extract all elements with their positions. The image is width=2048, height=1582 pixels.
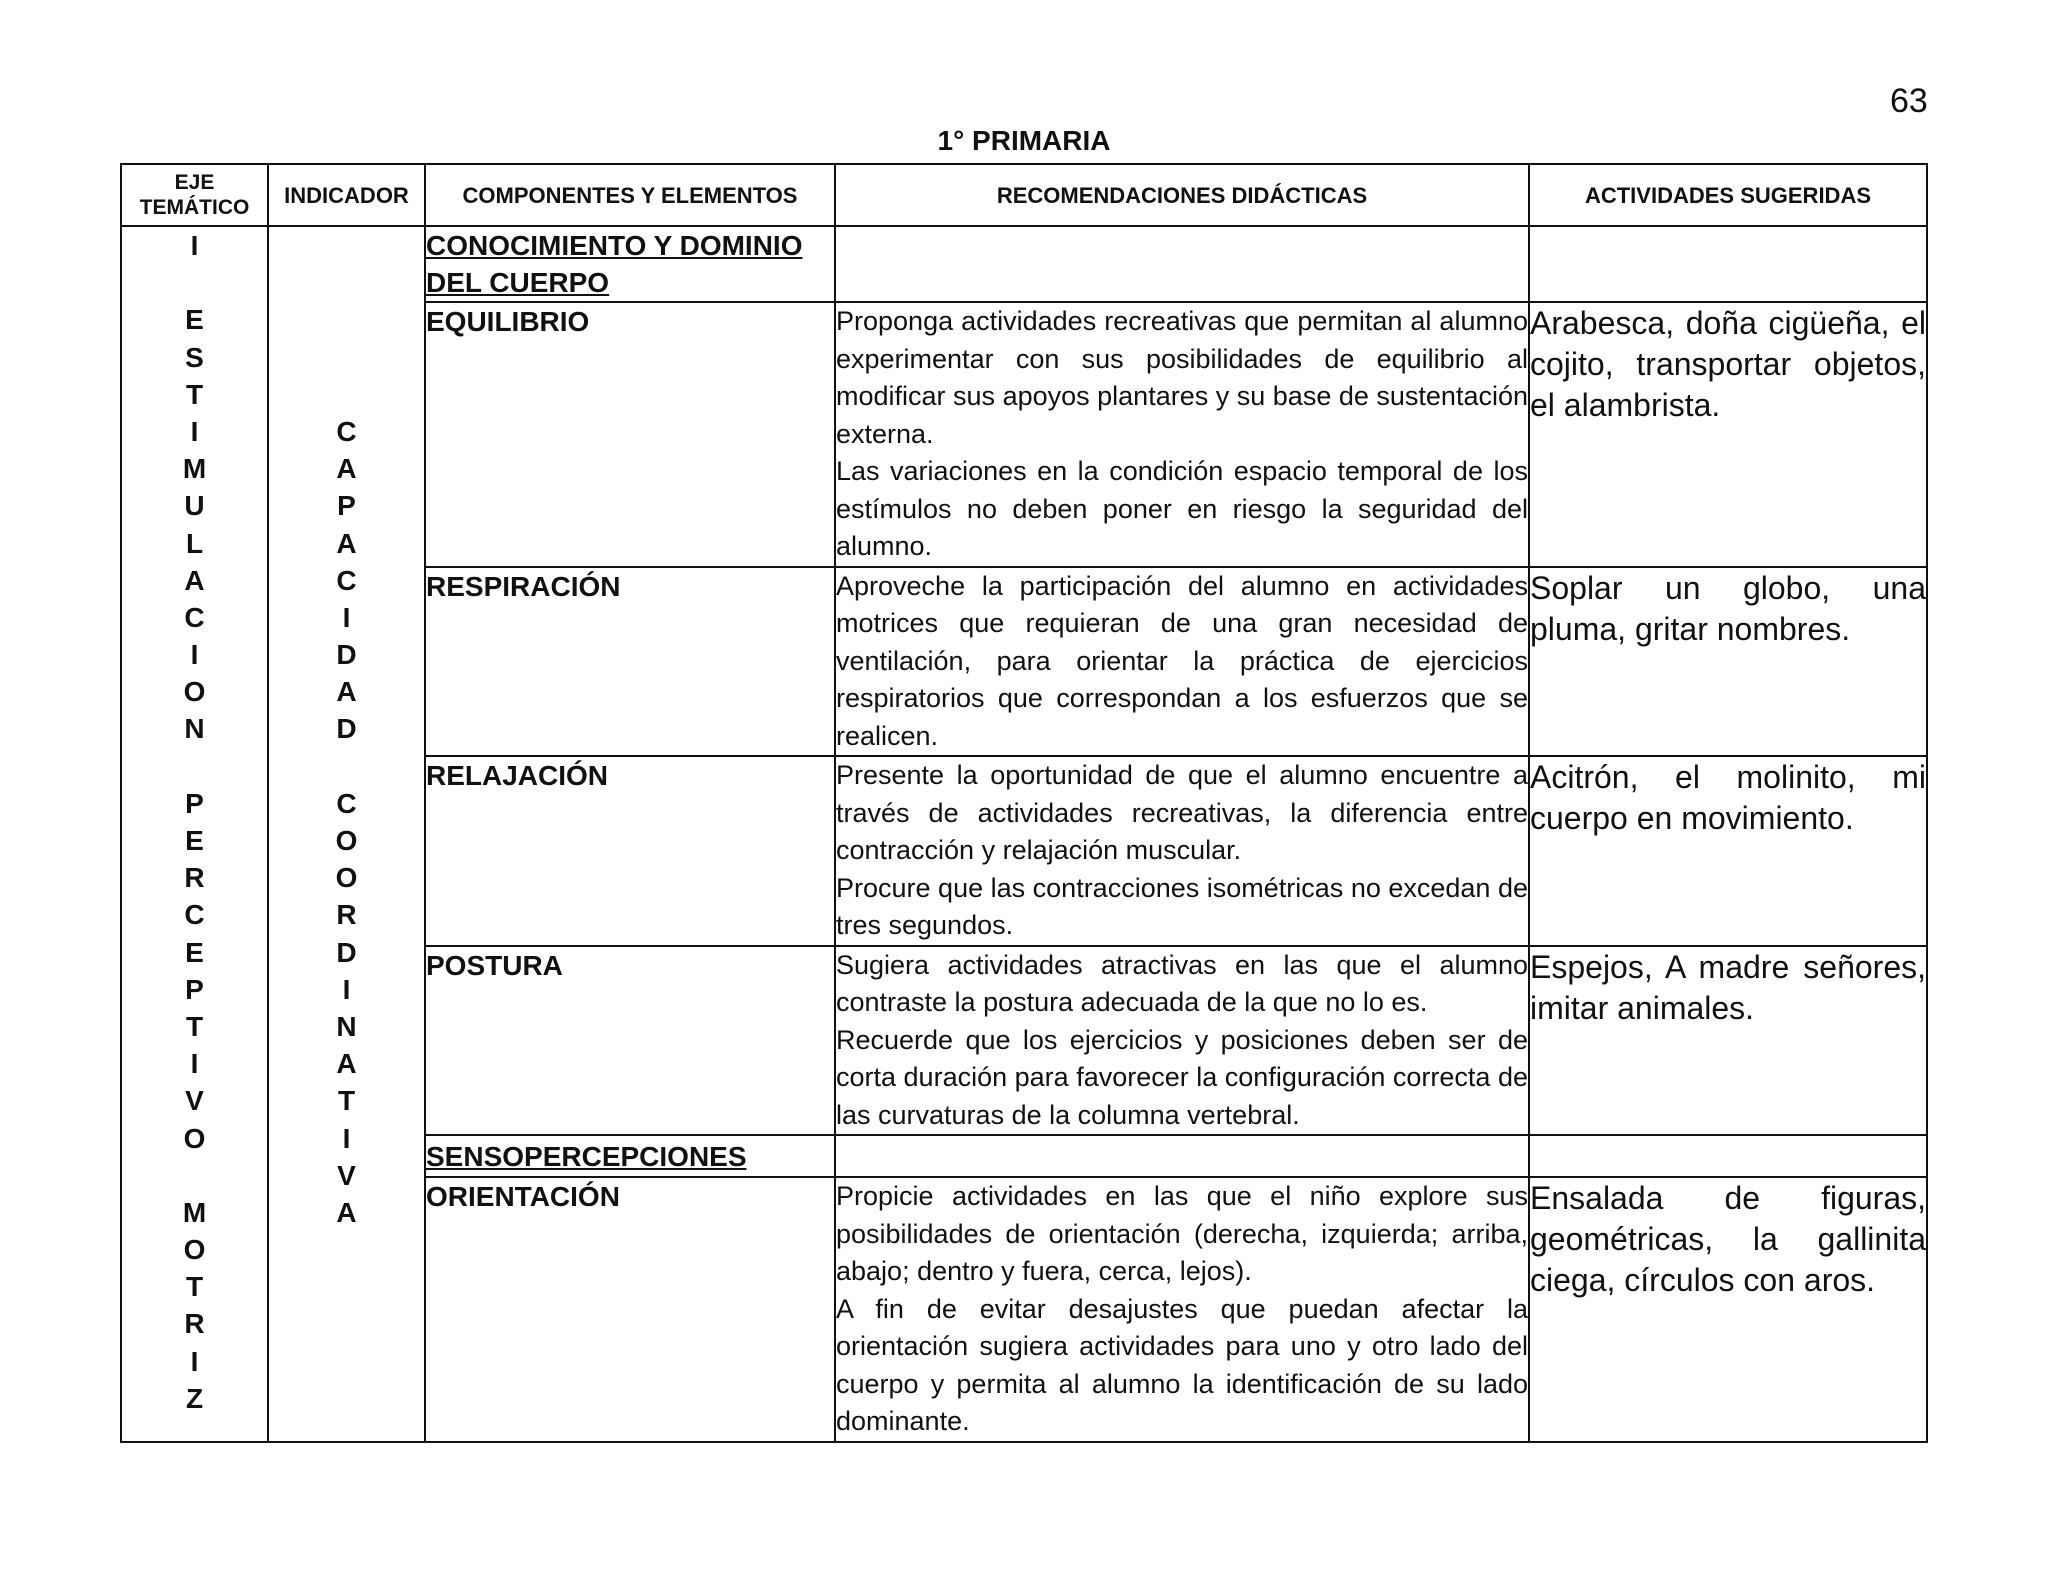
vertical-letter: I — [342, 973, 351, 1005]
vertical-letter: C — [336, 787, 357, 819]
vertical-letter: U — [184, 490, 205, 522]
activity-cell — [1529, 756, 1927, 946]
recommendation-paragraph: A fin de evitar desajustes que puedan afectar la orientación sugiera actividades para uno y otro lado del cuerpo y permita al alumno la identificación de su lado dominante. — [836, 1293, 1528, 1436]
vertical-letter: T — [185, 378, 204, 410]
table-row — [121, 226, 1927, 302]
recommendation-paragraph: Recuerde que los ejercicios y posiciones deben ser de corta duración para favorecer la configuración correcta de las curvaturas de la columna vertebral. — [836, 1024, 1528, 1130]
vertical-letter: L — [185, 527, 204, 559]
vertical-letter: I — [342, 601, 351, 633]
vertical-letter: A — [184, 564, 205, 596]
activity-text: Acitrón, el molinito, mi cuerpo en movimiento. — [1530, 759, 1926, 836]
header-recomendaciones: RECOMENDACIONES DIDÁCTICAS — [835, 164, 1529, 226]
vertical-letter: P — [185, 973, 204, 1005]
component-cell — [425, 1177, 835, 1442]
vertical-letter: O — [183, 676, 206, 708]
vertical-letter: M — [182, 453, 207, 485]
recommendation-cell — [835, 1135, 1529, 1177]
vertical-letter: N — [184, 713, 205, 745]
vertical-letter: R — [336, 899, 357, 931]
vertical-letter: A — [336, 1048, 357, 1080]
component-label: RELAJACIÓN — [426, 760, 609, 791]
indicador-vertical-text — [269, 227, 424, 1231]
vertical-letter: E — [185, 304, 204, 336]
activity-cell — [1529, 946, 1927, 1136]
vertical-letter: V — [337, 1159, 356, 1191]
vertical-letter: A — [336, 527, 357, 559]
vertical-letter: E — [185, 936, 204, 968]
page-number: 63 — [1890, 82, 1928, 120]
activity-text: Soplar un globo, una pluma, gritar nombres. — [1530, 569, 1926, 647]
vertical-letter: O — [335, 862, 358, 894]
vertical-letter: I — [190, 639, 199, 671]
vertical-letter: C — [184, 899, 205, 931]
vertical-letter: I — [190, 415, 199, 447]
component-cell — [425, 946, 835, 1136]
vertical-letter: S — [185, 341, 204, 373]
eje-tematico-vertical-text — [122, 227, 267, 1417]
recommendation-cell — [835, 946, 1529, 1136]
vertical-letter: V — [185, 1085, 204, 1117]
vertical-letter: R — [184, 1308, 205, 1340]
eje-tematico-cell — [121, 226, 268, 1442]
vertical-letter: T — [337, 1085, 356, 1117]
vertical-letter: I — [342, 1122, 351, 1154]
activity-cell — [1529, 226, 1927, 302]
activity-cell — [1529, 302, 1927, 567]
vertical-letter: I — [190, 230, 199, 261]
vertical-letter: M — [182, 1196, 207, 1228]
activity-text: Ensalada de figuras, geométricas, la gallinita ciega, círculos con aros. — [1530, 1180, 1926, 1298]
header-componentes: COMPONENTES Y ELEMENTOS — [425, 164, 835, 226]
component-cell — [425, 226, 835, 302]
header-eje-tematico: EJE TEMÁTICO — [121, 164, 268, 226]
vertical-letter: Z — [185, 1382, 204, 1414]
indicador-cell — [268, 226, 425, 1442]
vertical-letter: P — [337, 490, 356, 522]
recommendation-paragraph: Presente la oportunidad de que el alumno encuentre a través de actividades recreativas, la diferencia entre contracción y relajación muscular. — [836, 760, 1528, 865]
vertical-letter: I — [190, 1345, 199, 1377]
recommendation-paragraph: Las variaciones en la condición espacio temporal de los estímulos no deben poner en riesgo la seguridad del alumno. — [836, 456, 1528, 561]
component-label: RESPIRACIÓN — [426, 570, 621, 602]
recommendation-cell — [835, 567, 1529, 757]
recommendation-cell — [835, 756, 1529, 946]
vertical-letter: R — [184, 862, 205, 894]
component-cell — [425, 1135, 835, 1177]
vertical-letter: D — [336, 713, 357, 745]
component-label: POSTURA — [426, 949, 563, 981]
vertical-letter: A — [336, 676, 357, 708]
vertical-letter: T — [185, 1010, 204, 1042]
page-title: 1° PRIMARIA — [937, 125, 1111, 156]
vertical-letter: E — [185, 825, 204, 856]
component-label: ORIENTACIÓN — [426, 1181, 620, 1212]
vertical-letter: C — [336, 564, 357, 596]
vertical-letter: O — [335, 825, 358, 856]
activity-cell — [1529, 567, 1927, 757]
component-label: CONOCIMIENTO Y DOMINIO DEL CUERPO — [426, 230, 803, 298]
recommendation-cell — [835, 226, 1529, 302]
recommendation-paragraph: Proponga actividades recreativas que permitan al alumno experimentar con sus posibilidades de equilibrio al modificar sus apoyos plantares y su base de sustentación externa. — [836, 306, 1528, 449]
component-label: EQUILIBRIO — [426, 306, 590, 337]
recommendation-cell — [835, 302, 1529, 567]
vertical-letter: P — [185, 787, 204, 819]
vertical-letter: C — [184, 601, 205, 633]
header-indicador: INDICADOR — [268, 164, 425, 226]
recommendation-paragraph: Sugiera actividades atractivas en las que el alumno contraste la postura adecuada de la que no lo es. — [836, 949, 1528, 1017]
recommendation-paragraph: Procure que las contracciones isométricas no excedan de tres segundos. — [836, 872, 1528, 940]
vertical-letter: C — [336, 415, 357, 447]
vertical-letter: D — [336, 936, 357, 968]
component-label: SENSOPERCEPCIONES — [426, 1141, 747, 1172]
header-actividades: ACTIVIDADES SUGERIDAS — [1529, 164, 1927, 226]
curriculum-table — [120, 163, 1928, 1443]
activity-text: Arabesca, doña cigüeña, el cojito, transportar objetos, el alambrista. — [1530, 305, 1926, 423]
vertical-letter: A — [336, 453, 357, 485]
activity-cell — [1529, 1177, 1927, 1442]
activity-cell — [1529, 1135, 1927, 1177]
vertical-letter: D — [336, 639, 357, 671]
recommendation-paragraph: Aproveche la participación del alumno en actividades motrices que requieran de una gran necesidad de ventilación, para orientar la práctica de ejercicios respiratorios que correspondan a los esfuerzos que se realicen. — [836, 570, 1528, 751]
vertical-letter: T — [185, 1271, 204, 1303]
activity-text: Espejos, A madre señores, imitar animales. — [1530, 948, 1926, 1026]
vertical-letter: I — [190, 1048, 199, 1080]
vertical-letter: A — [336, 1196, 357, 1228]
component-cell — [425, 567, 835, 757]
vertical-letter: O — [183, 1234, 206, 1266]
recommendation-paragraph: Propicie actividades en las que el niño explore sus posibilidades de orientación (derecha, izquierda; arriba, abajo; dentro y fuera, cerca, lejos). — [836, 1181, 1528, 1286]
vertical-letter: O — [183, 1122, 206, 1154]
recommendation-cell — [835, 1177, 1529, 1442]
vertical-letter: N — [336, 1010, 357, 1042]
component-cell — [425, 302, 835, 567]
component-cell — [425, 756, 835, 946]
